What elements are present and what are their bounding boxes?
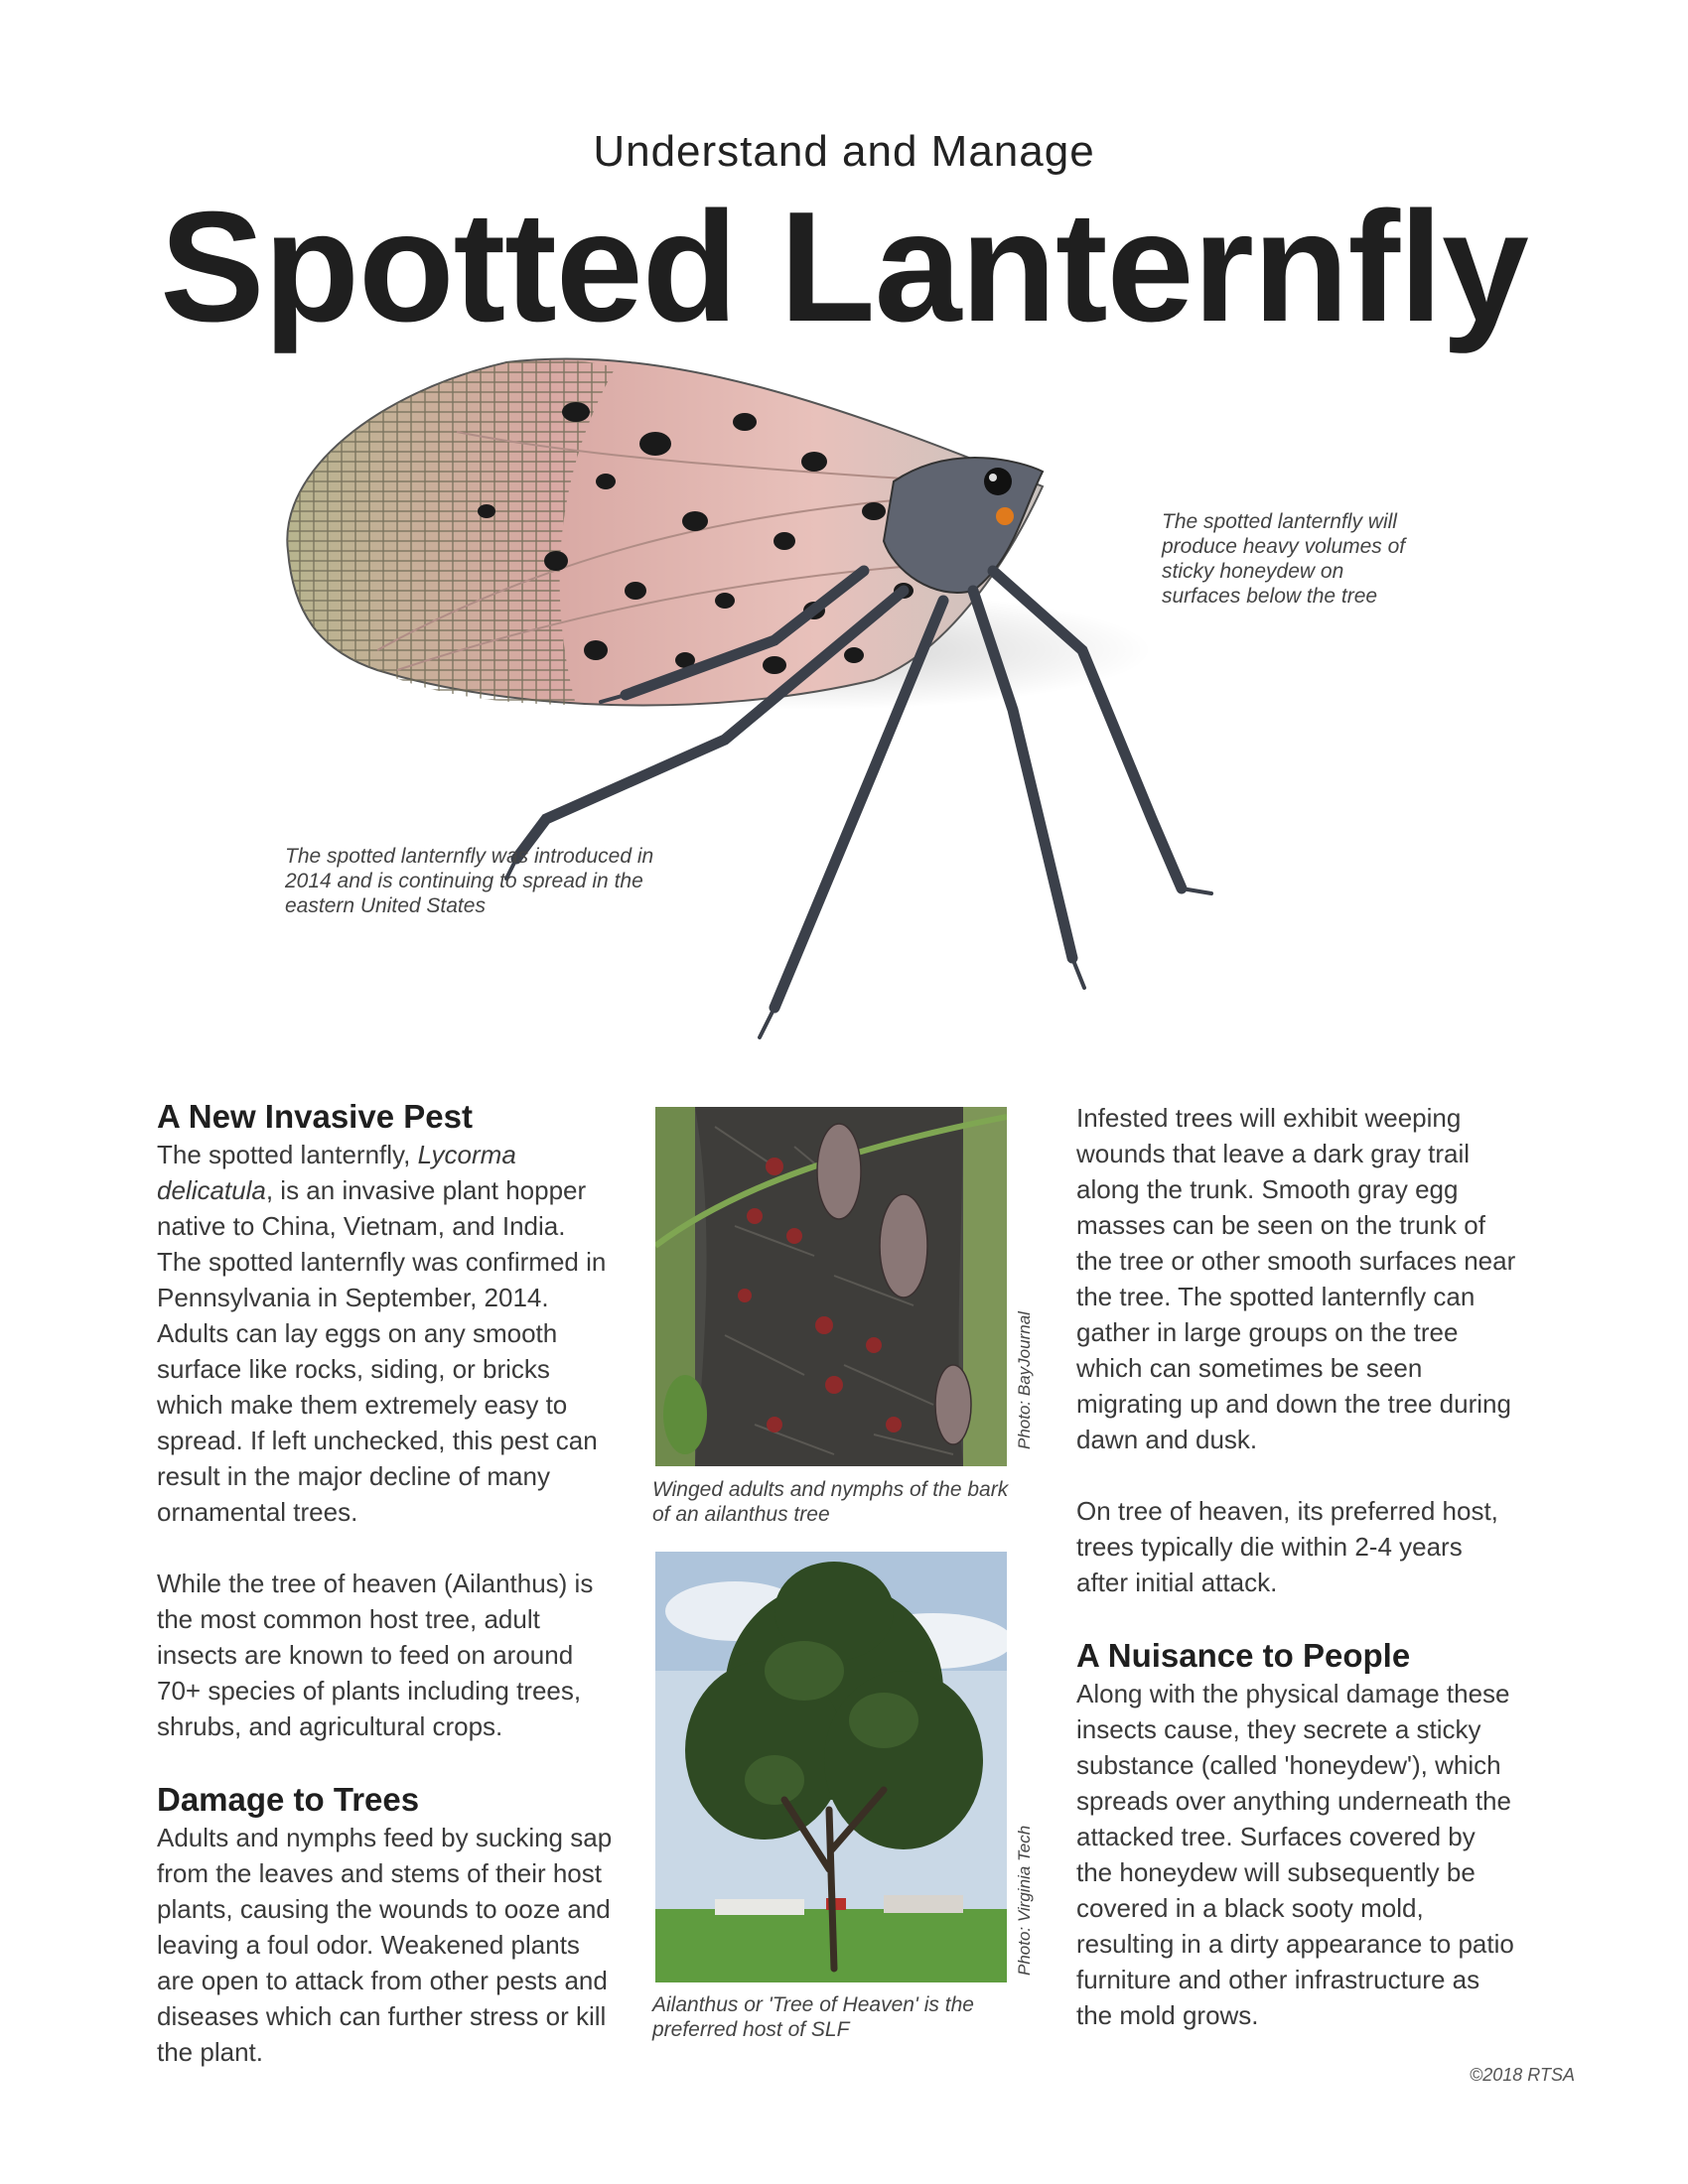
photo-bark-insects (655, 1107, 1007, 1466)
paragraph-infested-trees: Infested trees will exhibit weeping wounds that leave a dark gray trail along the trunk. Smooth gray egg masses can be seen on the trunk of the tree or other smooth surfaces near the tree. The spotted lanternfly can gather in large groups on the tree which can sometimes be seen migrating up and down the tree during dawn and dusk. (1076, 1103, 1516, 1454)
heading-nuisance-to-people: A Nuisance to People (1076, 1637, 1411, 1674)
photo-tree-of-heaven (655, 1552, 1007, 1982)
column-right (1076, 1100, 1518, 2033)
photo-credit-virginia-tech: Photo: Virginia Tech (1015, 1825, 1034, 1976)
copyright: ©2018 RTSA (1470, 2065, 1575, 2085)
hero-caption-honeydew: The spotted lanternfly will produce heavy volumes of sticky honeydew on surfaces below the tree (1162, 510, 1406, 608)
paragraph-tree-death: On tree of heaven, its preferred host, trees typically die within 2-4 years after initial attack. (1076, 1496, 1498, 1597)
kicker-title: Understand and Manage (593, 127, 1095, 176)
paragraph-nuisance: Along with the physical damage these insects cause, they secrete a sticky substance (called 'honeydew'), which spreads over anything underneath the attacked tree. Surfaces covered by the honeydew will subsequently be covered in a black sooty mold, resulting in a dirty appearance to patio furniture and other infrastructure as the mold grows. (1076, 1679, 1514, 2030)
photo-credit-bayjournal: Photo: BayJournal (1015, 1311, 1034, 1449)
spotted-lanternfly-illustration (258, 352, 1331, 1107)
column-left (157, 1097, 614, 2070)
caption-bark-insects: Winged adults and nymphs of the bark of an ailanthus tree (652, 1478, 1009, 1526)
paragraph-damage: Adults and nymphs feed by sucking sap from the leaves and stems of their host plants, causing the wounds to ooze and leaving a foul odor. Weakened plants are open to attack from other pests and diseases which can further stress or kill the plant. (157, 1823, 613, 2067)
caption-tree-of-heaven: Ailanthus or 'Tree of Heaven' is the preferred host of SLF (652, 1993, 974, 2041)
paragraph-invasive-intro: The spotted lanternfly, Lycorma delicatula, is an invasive plant hopper native to China, Vietnam, and India. The spotted lanternfly was confirmed in Pennsylvania in September, 2014. Adults can lay eggs on any smooth surface like rocks, siding, or bricks which make them extremely easy to spread. If left unchecked, this pest can result in the major decline of many ornamental trees. (157, 1140, 607, 1527)
paragraph-host-trees: While the tree of heaven (Ailanthus) is the most common host tree, adult insects are known to feed on around 70+ species of plants including trees, shrubs, and agricultural crops. (157, 1569, 594, 1741)
scientific-name: Lycorma delicatula (157, 1140, 516, 1205)
hero-caption-introduced: The spotted lanternfly was introduced in 2014 and is continuing to spread in the eastern United States (285, 845, 654, 917)
page-title: Spotted Lanternfly (160, 180, 1528, 354)
heading-damage-to-trees: Damage to Trees (157, 1781, 420, 1818)
heading-new-invasive-pest: A New Invasive Pest (157, 1098, 473, 1135)
